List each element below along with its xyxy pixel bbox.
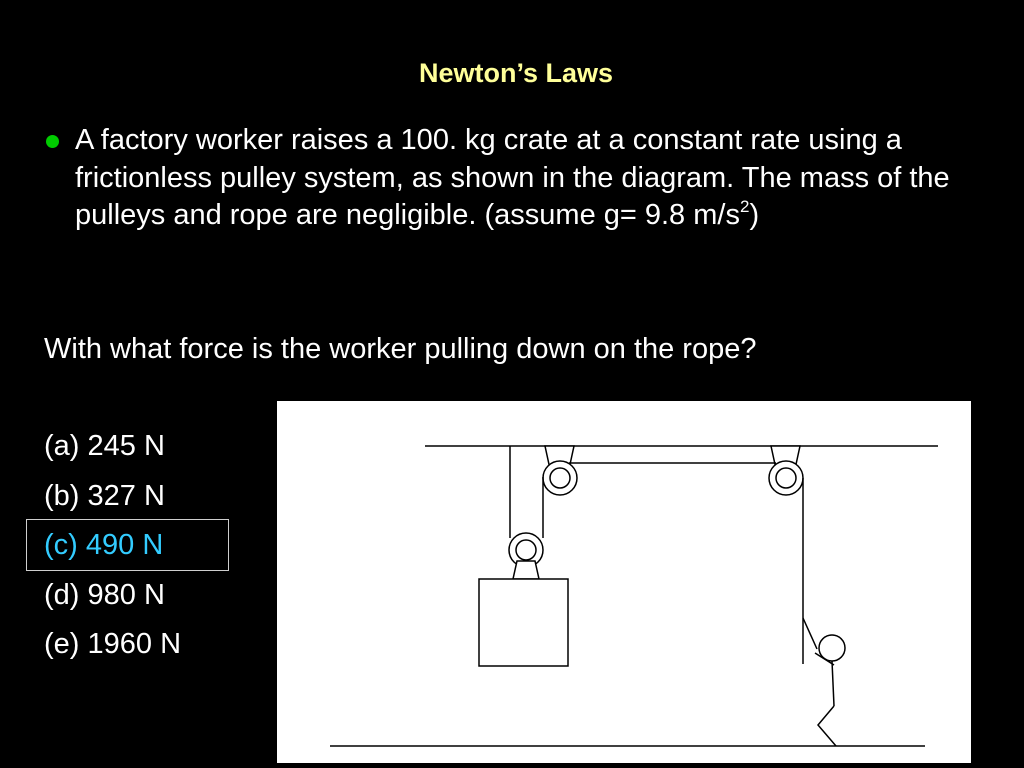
exponent: 2 <box>739 197 750 216</box>
rope-hand <box>803 618 817 649</box>
slide-title: Newton’s Laws <box>418 58 614 88</box>
bullet-dot-icon <box>46 135 59 148</box>
problem-text <box>75 122 975 235</box>
choice-d: (d) 980 N <box>44 578 165 611</box>
pulley-diagram-svg <box>277 401 971 763</box>
movable-pulley <box>509 533 543 579</box>
problem-suffix: ) <box>749 199 760 231</box>
problem-body: A factory worker raises a 100. kg crate at a constant rate using a frictionless pulley system, as shown in the diagram. The mass of the pulleys and rope are negligible. (assume g= 9.8 m/s <box>75 124 950 231</box>
choice-a: (a) 245 N <box>44 430 165 462</box>
question-text: With what force is the worker pulling down on the rope? <box>44 333 757 365</box>
pulley-diagram <box>277 401 971 763</box>
fixed-pulley-right <box>769 446 803 495</box>
fixed-pulley-left <box>543 446 577 495</box>
choice-b: (b) 327 N <box>44 479 165 512</box>
choice-c: (c) 490 N <box>44 529 164 561</box>
choice-e: (e) 1960 N <box>44 628 182 660</box>
crate <box>479 579 568 666</box>
worker-figure <box>815 635 845 746</box>
